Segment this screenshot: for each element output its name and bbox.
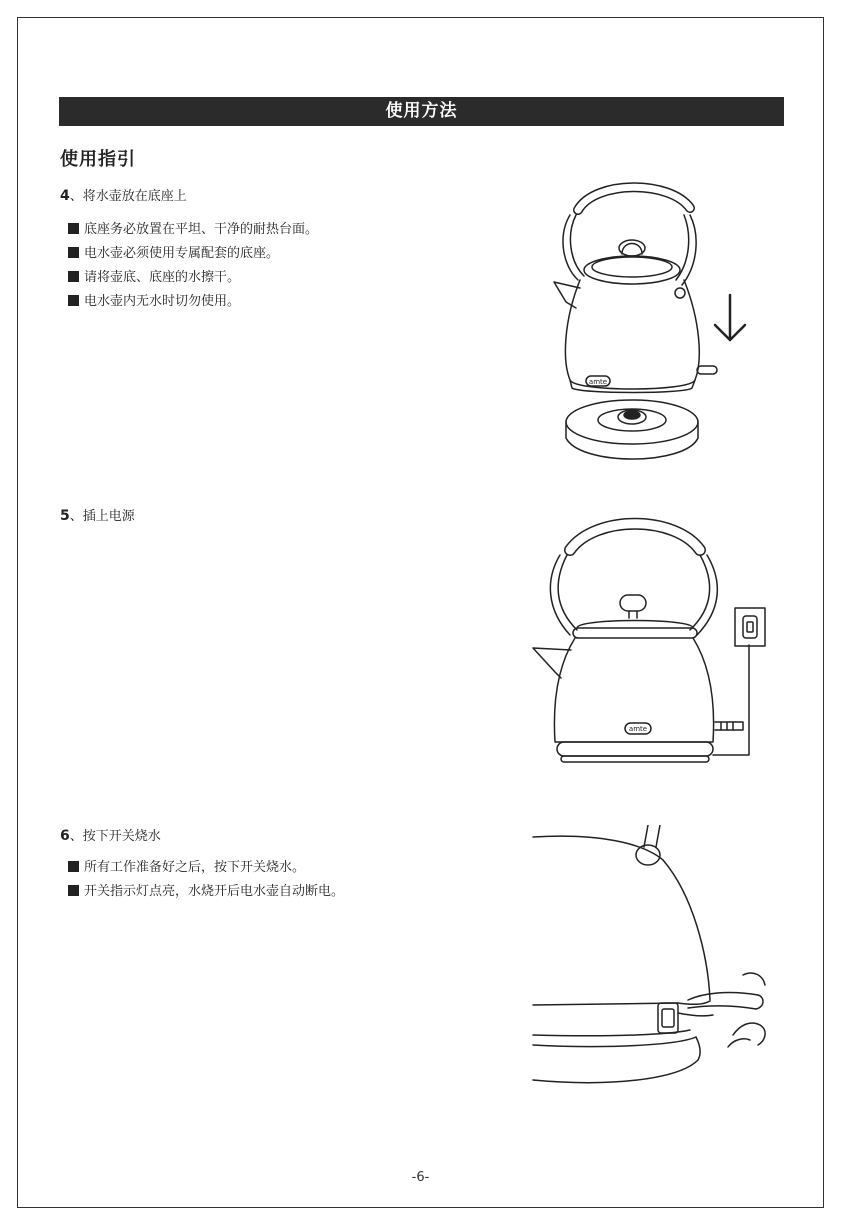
step-6-heading xyxy=(60,825,161,844)
bullet-item: 电水壶内无水时切勿使用。 xyxy=(68,290,318,314)
step-number: 5 xyxy=(60,508,70,524)
step-title: 、按下开关烧水 xyxy=(69,829,161,844)
step-6-bullet-list xyxy=(68,856,344,904)
section-title: 使用指引 xyxy=(60,149,136,170)
step-number: 4 xyxy=(60,188,70,204)
svg-text:amte: amte xyxy=(628,725,648,733)
kettle-on-base-illustration xyxy=(540,170,760,470)
section-banner: 使用方法 xyxy=(59,97,784,126)
square-bullet-icon xyxy=(68,885,79,896)
bullet-item: 所有工作准备好之后，按下开关烧水。 xyxy=(68,856,344,880)
bullet-item: 开关指示灯点亮，水烧开后电水壶自动断电。 xyxy=(68,880,344,904)
square-bullet-icon xyxy=(68,247,79,258)
bullet-item: 底座务必放置在平坦、干净的耐热台面。 xyxy=(68,218,318,242)
page-number: -6- xyxy=(411,1170,430,1185)
square-bullet-icon xyxy=(68,295,79,306)
step-number: 6 xyxy=(60,828,70,844)
kettle-plugged-in-illustration xyxy=(525,510,775,775)
bullet-item: 请将壶底、底座的水擦干。 xyxy=(68,266,318,290)
press-switch-illustration xyxy=(528,825,773,1100)
step-4-heading xyxy=(60,185,187,204)
step-title: 、将水壶放在底座上 xyxy=(69,189,187,204)
square-bullet-icon xyxy=(68,861,79,872)
step-5-heading xyxy=(60,505,135,524)
brand-logo: amte xyxy=(588,378,608,386)
square-bullet-icon xyxy=(68,271,79,282)
step-title: 、插上电源 xyxy=(69,509,135,524)
bullet-item: 电水壶必须使用专属配套的底座。 xyxy=(68,242,318,266)
square-bullet-icon xyxy=(68,223,79,234)
step-4-bullet-list xyxy=(68,218,318,314)
